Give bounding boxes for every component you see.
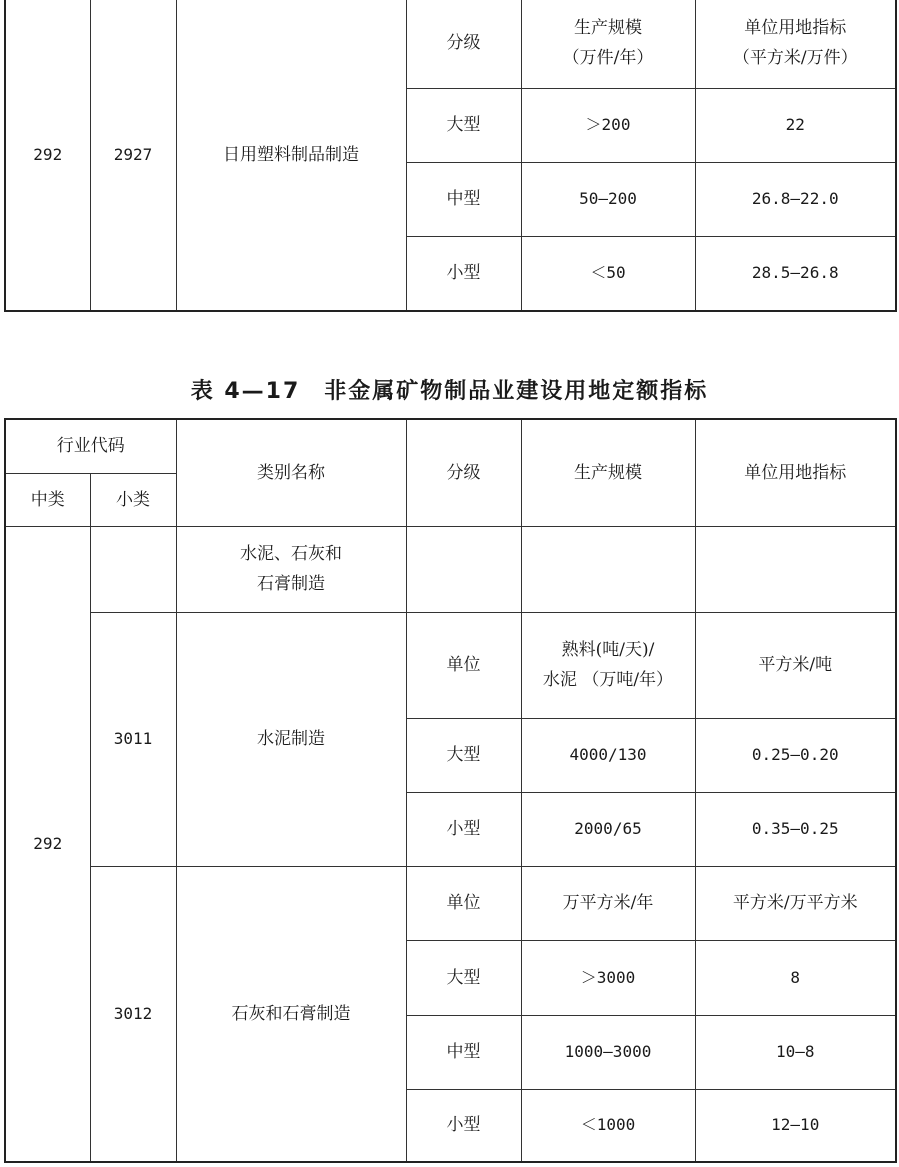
sub-class-cell: 3011 — [90, 612, 176, 866]
scale-cell: 2000/65 — [521, 792, 695, 866]
sub-class-cell: 2927 — [90, 0, 176, 311]
land-cell: 12—10 — [695, 1089, 896, 1162]
grade-cell: 单位 — [406, 612, 521, 718]
grade-cell: 小型 — [406, 792, 521, 866]
land-cell: 8 — [695, 940, 896, 1015]
land-cell: 0.35—0.25 — [695, 792, 896, 866]
land-cell: 0.25—0.20 — [695, 718, 896, 792]
scale-cell: ＜1000 — [521, 1089, 695, 1162]
scale-cell: 50—200 — [521, 162, 695, 236]
land-cell: 28.5—26.8 — [695, 236, 896, 311]
header-middle-class: 中类 — [5, 473, 90, 526]
scale-cell: 4000/130 — [521, 718, 695, 792]
category-cell: 石灰和石膏制造 — [176, 866, 406, 1162]
header-category: 类别名称 — [176, 419, 406, 526]
grade-cell: 中型 — [406, 1015, 521, 1089]
scale-unit-cell: 万平方米/年 — [521, 866, 695, 940]
land-cell: 26.8—22.0 — [695, 162, 896, 236]
grade-cell: 大型 — [406, 88, 521, 162]
grade-cell: 小型 — [406, 1089, 521, 1162]
land-unit-cell: 平方米/吨 — [695, 612, 896, 718]
land-cell: 22 — [695, 88, 896, 162]
header-land: 单位用地指标 — [695, 419, 896, 526]
category-cell: 日用塑料制品制造 — [176, 0, 406, 311]
table-continued — [4, 0, 897, 312]
middle-class-cell: 292 — [5, 0, 90, 311]
grade-cell: 单位 — [406, 866, 521, 940]
empty-cell — [406, 526, 521, 612]
category-cell: 水泥制造 — [176, 612, 406, 866]
scale-cell: ＞200 — [521, 88, 695, 162]
group-name-cell: 水泥、石灰和 石膏制造 — [176, 526, 406, 612]
middle-class-cell: 292 — [5, 526, 90, 1162]
scale-cell: ＜50 — [521, 236, 695, 311]
table-title: 表 4—17 非金属矿物制品业建设用地定额指标 — [190, 379, 709, 404]
header-land: 单位用地指标 （平方米/万件） — [695, 0, 896, 88]
land-quota-table — [4, 418, 897, 1163]
header-small-class: 小类 — [90, 473, 176, 526]
sub-class-cell: 3012 — [90, 866, 176, 1162]
header-industry-code: 行业代码 — [5, 419, 176, 473]
grade-cell: 大型 — [406, 940, 521, 1015]
empty-cell — [695, 526, 896, 612]
header-scale: 生产规模 — [521, 419, 695, 526]
scale-cell: 1000—3000 — [521, 1015, 695, 1089]
land-unit-cell: 平方米/万平方米 — [695, 866, 896, 940]
grade-cell: 大型 — [406, 718, 521, 792]
land-cell: 10—8 — [695, 1015, 896, 1089]
scale-cell: ＞3000 — [521, 940, 695, 1015]
header-scale: 生产规模 （万件/年） — [521, 0, 695, 88]
empty-cell — [521, 526, 695, 612]
header-grade: 分级 — [406, 0, 521, 88]
scale-unit-cell: 熟料(吨/天)/ 水泥 （万吨/年） — [521, 612, 695, 718]
grade-cell: 中型 — [406, 162, 521, 236]
header-grade: 分级 — [406, 419, 521, 526]
grade-cell: 小型 — [406, 236, 521, 311]
empty-cell — [90, 526, 176, 612]
